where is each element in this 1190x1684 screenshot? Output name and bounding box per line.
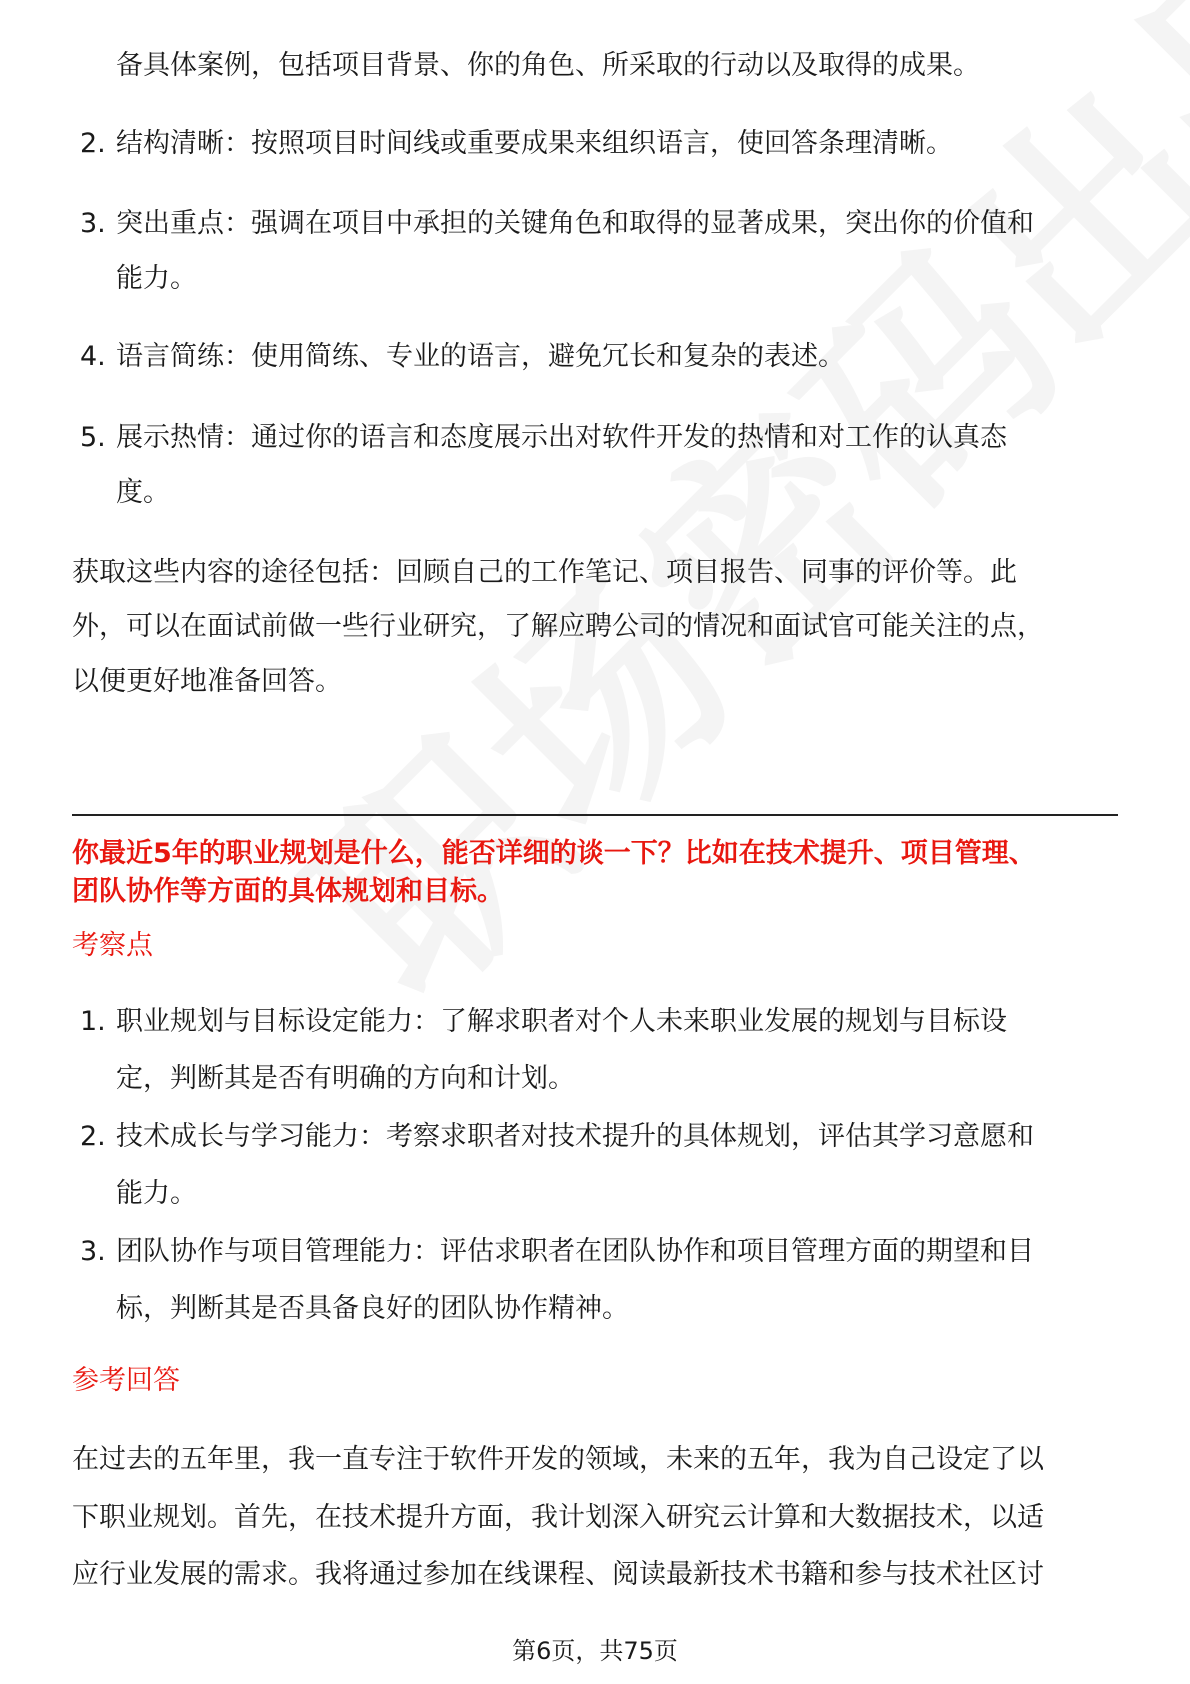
paragraph-line: 外，可以在面试前做一些行业研究，了解应聘公司的情况和面试官可能关注的点， <box>72 611 1044 642</box>
heading-points: 考察点 <box>72 930 153 961</box>
list-item-text: 展示热情：通过你的语言和态度展示出对软件开发的热情和对工作的认真态 <box>116 422 1007 453</box>
list-number: 3. <box>80 1236 106 1267</box>
list-number: 2. <box>80 128 106 159</box>
answer-line: 应行业发展的需求。我将通过参加在线课程、阅读最新技术书籍和参与技术社区讨 <box>72 1559 1044 1590</box>
page-number: 第6页，共75页 <box>512 1637 678 1665</box>
list-number: 1. <box>80 1006 106 1037</box>
list-item-text: 突出重点：强调在项目中承担的关键角色和取得的显著成果，突出你的价值和 <box>116 208 1034 239</box>
point-text: 定，判断其是否有明确的方向和计划。 <box>116 1063 575 1094</box>
point-text: 职业规划与目标设定能力：了解求职者对个人未来职业发展的规划与目标设 <box>116 1006 1007 1037</box>
list-number: 4. <box>80 341 106 372</box>
heading-answer: 参考回答 <box>72 1365 180 1396</box>
list-item-text: 语言简练：使用简练、专业的语言，避免冗长和复杂的表述。 <box>116 341 845 372</box>
list-item-text: 结构清晰：按照项目时间线或重要成果来组织语言，使回答条理清晰。 <box>116 128 953 159</box>
question-title: 团队协作等方面的具体规划和目标。 <box>72 876 504 907</box>
section-divider <box>72 814 1118 816</box>
point-text: 技术成长与学习能力：考察求职者对技术提升的具体规划，评估其学习意愿和 <box>116 1121 1034 1152</box>
point-text: 团队协作与项目管理能力：评估求职者在团队协作和项目管理方面的期望和目 <box>116 1236 1034 1267</box>
point-text: 标，判断其是否具备良好的团队协作精神。 <box>116 1293 629 1324</box>
list-number: 3. <box>80 208 106 239</box>
list-item-1-continuation: 备具体案例，包括项目背景、你的角色、所采取的行动以及取得的成果。 <box>116 50 980 81</box>
paragraph-line: 获取这些内容的途径包括：回顾自己的工作笔记、项目报告、同事的评价等。此 <box>72 557 1017 588</box>
list-item-text: 能力。 <box>116 263 197 294</box>
paragraph-line: 以便更好地准备回答。 <box>72 666 342 697</box>
point-text: 能力。 <box>116 1178 197 1209</box>
list-number: 2. <box>80 1121 106 1152</box>
answer-line: 下职业规划。首先，在技术提升方面，我计划深入研究云计算和大数据技术，以适 <box>72 1502 1044 1533</box>
question-title: 你最近5年的职业规划是什么，能否详细的谈一下？比如在技术提升、项目管理、 <box>72 838 1036 869</box>
list-number: 5. <box>80 422 106 453</box>
answer-line: 在过去的五年里，我一直专注于软件开发的领域，未来的五年，我为自己设定了以 <box>72 1444 1044 1475</box>
list-item-text: 度。 <box>116 477 170 508</box>
